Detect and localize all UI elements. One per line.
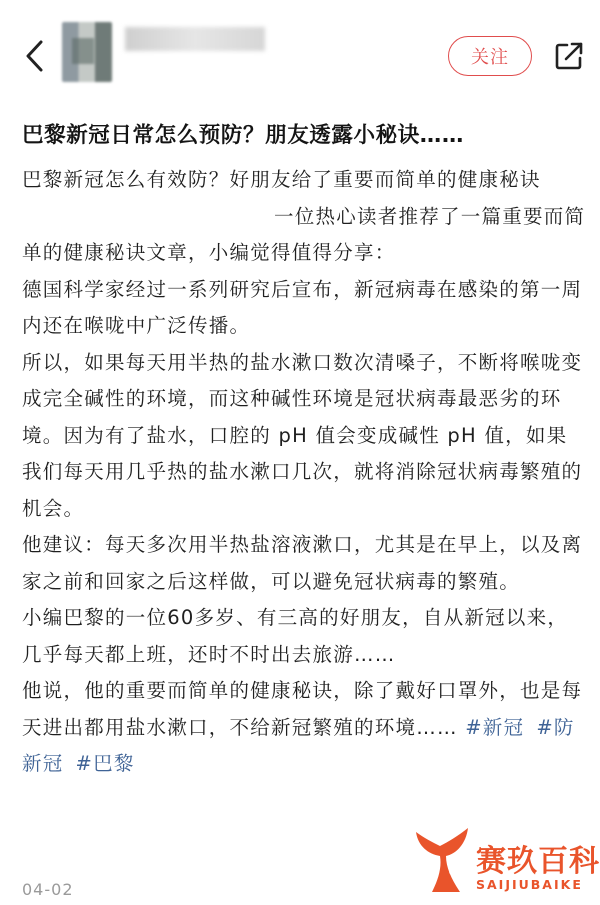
- hashtag-link[interactable]: #新冠: [465, 715, 525, 739]
- hashtag-link[interactable]: #防新冠: [22, 715, 575, 775]
- watermark-name: 赛玖百科: [476, 844, 600, 879]
- paragraph: [22, 162, 587, 272]
- paragraph: 德国科学家经过一系列研究后宣布，新冠病毒在感染的第一周内还在喉咙中广泛传播。: [22, 277, 583, 337]
- paragraph: [22, 673, 587, 783]
- paragraph: 小编巴黎的一位60多岁、有三高的好朋友，自从新冠以来，几乎每天都上班，还时不时出去旅游……: [22, 606, 569, 666]
- hashtag-link[interactable]: #巴黎: [75, 752, 135, 775]
- top-bar: [0, 0, 600, 110]
- paragraph-text: 他说，他的重要而简单的健康秘诀，除了戴好口罩外，也是每天进出都用盐水漱口，不给新冠繁殖的环境……: [22, 679, 583, 739]
- paragraph-text: 巴黎新冠怎么有效防？好朋友给了重要而简单的健康秘诀: [22, 168, 541, 191]
- watermark: [412, 822, 600, 900]
- author-avatar[interactable]: [62, 22, 112, 82]
- paragraph: 他建议：每天多次用半热盐溶液漱口，尤其是在早上，以及离家之前和回家之后这样做，可以避免冠状病毒的繁殖。: [22, 533, 583, 593]
- post-date: 04-02: [22, 880, 74, 899]
- chevron-left-icon: [24, 39, 46, 73]
- paragraph-text: 一位热心读者推荐了一篇重要而简单的健康秘诀文章，小编觉得值得分享：: [22, 204, 586, 264]
- back-button[interactable]: [18, 34, 52, 78]
- whale-tail-logo: [412, 824, 472, 898]
- post-title: 巴黎新冠日常怎么预防？朋友透露小秘诀……: [22, 123, 465, 148]
- share-button[interactable]: [553, 40, 585, 72]
- watermark-subtitle: SAIJIUBAIKE: [476, 877, 583, 892]
- paragraph: 所以，如果每天用半热的盐水漱口数次清嗓子，不断将喉咙变成完全碱性的环境，而这种碱性环境是冠状病毒最恶劣的环境。因为有了盐水，口腔的 pH 值会变成碱性 pH 值，如果我们每天用几乎热的盐水漱口几次，就将消除冠状病毒繁殖的机会。: [22, 350, 583, 520]
- author-name-blurred[interactable]: [125, 27, 265, 51]
- follow-button[interactable]: 关注: [448, 36, 532, 76]
- share-icon: [553, 40, 585, 72]
- post-body: [22, 162, 587, 783]
